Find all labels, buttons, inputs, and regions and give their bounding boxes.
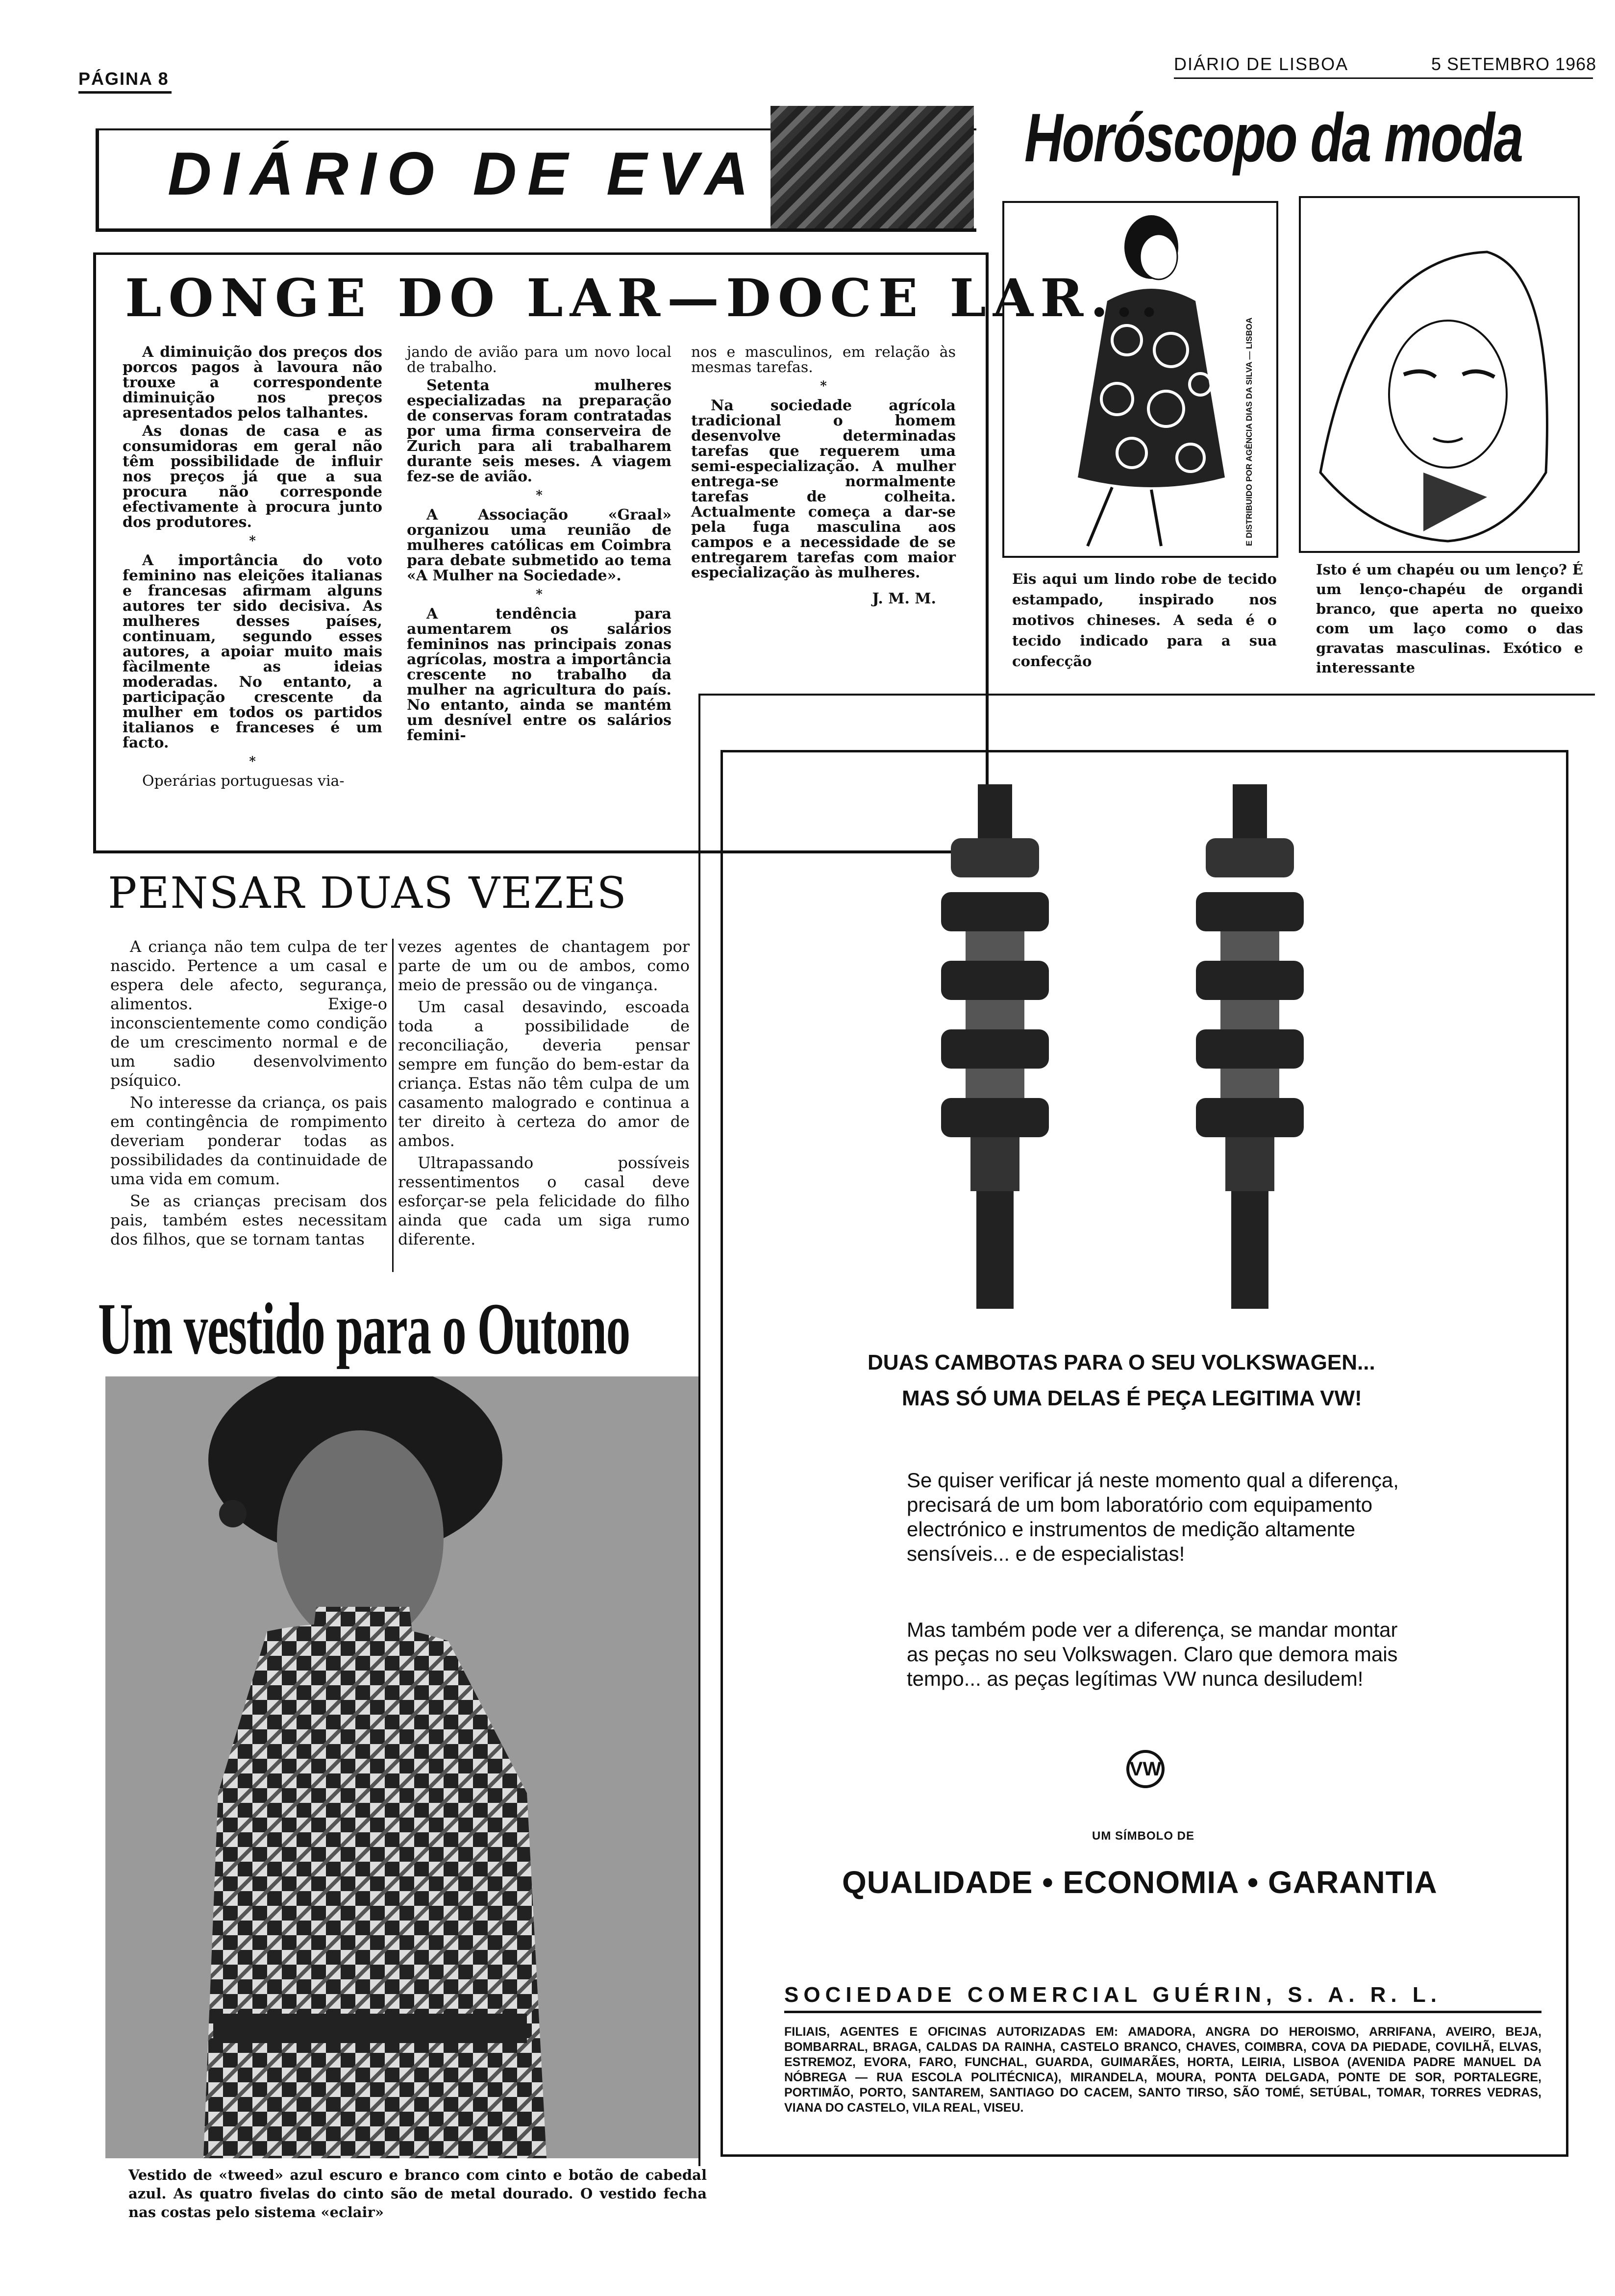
separator: * — [249, 754, 256, 769]
horoscope-left-caption: Eis aqui um lindo robe de tecido estampado, inspirado nos motivos chineses. A seda é o tecido indicado para a sua confecção — [1012, 571, 1277, 670]
paragraph: A Associação «Graal» organizou uma reunião de mulheres católicas em Coimbra para debate submetido ao tema «A Mulher na Sociedade». — [407, 506, 671, 584]
horoscope-title: Horóscopo da moda — [1024, 99, 1522, 176]
robe-illustration — [1004, 203, 1276, 556]
paragraph: Se as crianças precisam dos pais, também estes necessitam dos filhos, que se tornam tantas — [110, 1192, 387, 1248]
paragraph: As donas de casa e as consumidoras em geral não têm possibilidade de influir nos preços já que a sua procura não corresponde efectivamente à procura junto dos produtores. — [123, 423, 382, 531]
paragraph: Ultrapassando possíveis ressentimentos o casal deve esforçar-se pela felicidade do filho ainda que cada um siga rumo diferente. — [398, 1153, 690, 1248]
column-rule — [392, 939, 394, 1272]
paragraph: A diminuição dos preços dos porcos pagos à lavoura não trouxe a correspondente diminuição nos preços apresentados pelos talhantes. — [123, 344, 382, 422]
crankshaft-illustration-left — [931, 784, 1059, 1309]
ad-company: SOCIEDADE COMERCIAL GUÉRIN, S. A. R. L. — [784, 1983, 1441, 2007]
page-label: PÁGINA 8 — [78, 69, 169, 89]
ad-company-rule — [784, 2011, 1541, 2013]
article-vestido-headline: Um vestido para o Outono — [98, 1288, 630, 1370]
paragraph: vezes agentes de chantagem por parte de um ou de ambos, como meio de pressão ou de vingança. — [398, 937, 690, 994]
issue-date: 5 SETEMBRO 1968 — [1431, 54, 1597, 74]
article-longe-headline: LONGE DO LAR—DOCE LAR... — [125, 267, 1165, 328]
ad-slogan: QUALIDADE • ECONOMIA • GARANTIA — [842, 1865, 1438, 1900]
vw-logo — [1126, 1750, 1165, 1788]
vw-logo-text: VW — [1129, 1758, 1162, 1780]
ad-symbol-label: UM SÍMBOLO DE — [1092, 1829, 1194, 1843]
fashion-photo — [105, 1376, 698, 2158]
paragraph: nos e masculinos, em relação às mesmas tarefas. — [691, 344, 956, 376]
article-pensar-col2 — [398, 937, 690, 1252]
separator: * — [249, 534, 256, 549]
separator: * — [536, 587, 543, 602]
article-pensar-headline: PENSAR DUAS VEZES — [108, 868, 627, 918]
article-longe-col3 — [691, 345, 956, 609]
paragraph: A tendência para aumentarem os salários femininos nas principais zonas agrícolas, mostra a importância crescente no trabalho da mulher na agricultura do país. No entanto, ainda se mantém um desnível entre os salários femini- — [407, 605, 671, 744]
article-pensar-col1 — [110, 937, 387, 1252]
signature: J. M. M. — [872, 590, 936, 607]
article-longe-col2 — [407, 345, 671, 746]
horoscope-left-illustration — [1002, 201, 1278, 558]
paragraph: A criança não tem culpa de ter nascido. Pertence a um casal e espera dele afecto, segurança, alimentos. Exige-o inconscientemente como condição de um crescimento normal e de um sadio desenvolvimento psíquico. — [110, 937, 387, 1090]
paragraph: A importância do voto feminino nas eleições italianas e francesas afirmam alguns autores ter sido decisiva. As mulheres desses países, continuam, segundo esses autores, a apoiar muito mais fàcilmente as ideias moderadas. No entanto, a participação crescente da mulher em todos os partidos italianos e franceses é um facto. — [123, 552, 382, 751]
vw-ad-box — [721, 750, 1568, 2157]
fashion-photo-caption: Vestido de «tweed» azul escuro e branco com cinto e botão de cabedal azul. As quatro fivelas do cinto são de metal dourado. O vestido fecha nas costas pelo sistema «eclair» — [128, 2167, 707, 2221]
section-banner — [96, 128, 976, 232]
paragraph: No interesse da criança, os pais em contingência de rompimento deveriam ponderar todas as possibilidades da continuidade de uma vida em comum. — [110, 1093, 387, 1188]
section-title: DIÁRIO DE EVA — [168, 140, 759, 208]
paragraph: jando de avião para um novo local de trabalho. — [407, 344, 671, 376]
ad-headline-2: MAS SÓ UMA DELAS É PEÇA LEGITIMA VW! — [902, 1386, 1362, 1410]
crankshaft-illustration-right — [1186, 784, 1314, 1309]
ad-body-1: Se quiser verificar já neste momento qual a diferença, precisará de um bom laboratório com equipamento electrónico e instrumentos de medição altamente sensíveis... e de especialistas! — [907, 1469, 1399, 1565]
horoscope-right-caption: Isto é um chapéu ou um lenço? É um lenço-chapéu de organdi branco, que aperta no queixo com um laço como o das gravatas masculinas. Exótico e interessante — [1316, 561, 1583, 676]
header-rule — [1174, 77, 1593, 79]
ad-headline-1: DUAS CAMBOTAS PARA O SEU VOLKSWAGEN... — [868, 1350, 1375, 1374]
page-label-underline — [78, 91, 172, 94]
article-longe-col1 — [123, 345, 382, 792]
section-banner-image — [770, 106, 974, 228]
separator: * — [820, 379, 827, 394]
paragraph: Na sociedade agrícola tradicional o homem desenvolve determinadas tarefas que requerem uma semi-especialização. A mulher entrega-se normalmente tarefas de colheita. Actualmente começa a dar-se pela fuga masculina aos campos e a necessidade de se entregarem tarefas com maior especialização às mulheres. — [691, 397, 956, 581]
paragraph: Operárias portuguesas via- — [142, 773, 345, 790]
paragraph: Um casal desavindo, escoada toda a possibilidade de reconciliação, deveria pensar sempre em função do bem-estar da criança. Estas não têm culpa de um casamento malogrado e continua a ter direito à certeza do amor de ambos. — [398, 998, 690, 1150]
horoscope-right-illustration — [1299, 196, 1580, 553]
newspaper-name: DIÁRIO DE LISBOA — [1174, 54, 1349, 74]
ad-branches: FILIAIS, AGENTES E OFICINAS AUTORIZADAS EM: AMADORA, ANGRA DO HEROISMO, ARRIFANA, AVEIRO, BEJA, BOMBARRAL, BRAGA, CALDAS DA RAINHA, CASTELO BRANCO, CHAVES, COIMBRA, COVA DA PIEDADE, COVILHÃ, ELVAS, ESTREMOZ, EVORA, FARO, FUNCHAL, GUARDA, GUIMARÃES, HORTA, LEIRIA, LISBOA (AVENIDA PADRE MANUEL DA NÓBREGA — RUA ESCOLA POLITÉCNICA), MIRANDELA, MOURA, PONTA DELGADA, PONTE DE SOR, PORTALEGRE, PORTIMÃO, PORTO, SANTAREM, SANTIAGO DO CACEM, SANTO TIRSO, SÃO TOMÉ, SETÚBAL, TOMAR, TORRES VEDRAS, VIANA DO CASTELO, VILA REAL, VISEU. — [784, 2025, 1541, 2115]
ad-body-2: Mas também pode ver a diferença, se mandar montar as peças no seu Volkswagen. Claro que demora mais tempo... as peças legítimas VW nunca desiludem! — [907, 1618, 1398, 1690]
illustration-credit: E DISTRIBUIDO POR AGÊNCIA DIAS DA SILVA — LISBOA — [1244, 317, 1254, 546]
separator: * — [536, 488, 543, 503]
model-photo — [105, 1376, 698, 2158]
scarf-hat-illustration — [1301, 198, 1578, 551]
paragraph: Setenta mulheres especializadas na preparação de conservas foram contratadas por uma firma conserveira de Zurich para ali trabalharem durante seis meses. A viagem fez-se de avião. — [407, 377, 671, 485]
